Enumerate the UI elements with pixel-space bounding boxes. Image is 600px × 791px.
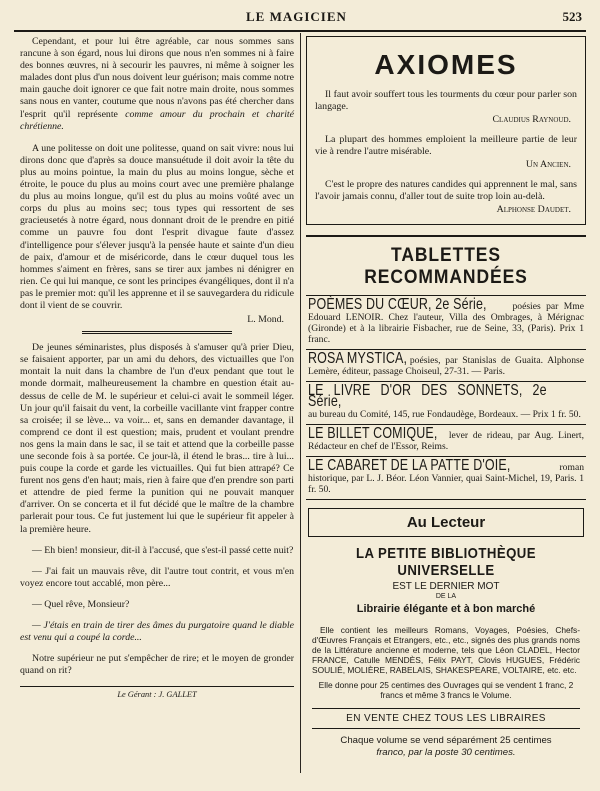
paragraph-3: De jeunes séminaristes, plus disposés à s'amuser qu'à prier Dieu, se faisaient apporter, par un ami du dehors, des victuailles que l'on montait la nuit dans la chambre de l'un d'eux pendant que tout le monde dormait, malheureusement la chambre en question était au-dessus de celle de M. le supérieur et celui-ci avait le sommeil léger. Un jour qu'il faisait du vent, la corbeille vacillante vint frapper contre sa croisée; il se lève... va voir... et, sans en demander davantage, il comprend ce dont il est question; mais, prudent et voulant prendre nos gens la main dans le sac, il se tait et attend que la corbeille passe une seconde fois à sa portée. Ce jour-là, il étend le bras... tire à lui... puis coupe la corde et garde les victuailles. Qui fut bien attrapé? Ce furent nos gens d'en haut; mais, rien à faire que d'en prendre son parti et attendre de pied ferme la punition qui ne pouvait manquer d'arriver. On se concerta et il fut décidé que le maître de la chambre parlerait pour tous. Ce fut justement lui que le supérieur fit appeler à la première heure. (20, 342, 294, 535)
de-la-line: DE LA (435, 593, 457, 600)
entry-text: poésies par Mme Edouard LENOIR. Chez l'auteur, Villa des Ombrages, à Mérignac (Gironde) et à la librairie Fisbacher, rue de Seine, 33, (Paris). Prix 1 franc. (308, 301, 584, 345)
entry-text: poésies, par Stanislas de Guaita. Alphonse Lemère, éditeur, passage Choiseul, 27-31. — Paris. (308, 355, 584, 377)
axiom-author: Claudius Raynoud. (492, 114, 571, 125)
page-header (14, 9, 586, 27)
entry-title: LE BILLET COMIQUE, (308, 425, 438, 442)
est-line: EST LE DERNIER MOT (392, 581, 500, 592)
entry-title: LE CABARET DE LA PATTE D'OIE, (308, 457, 511, 474)
entry-title: POÈMES DU CŒUR, 2e Série, (308, 296, 487, 313)
signature: L. Mond. (247, 314, 284, 326)
paragraph-4: Notre supérieur ne put s'empêcher de rire; et le moyen de gronder quand on rit? (20, 653, 294, 677)
axiom-1 (315, 89, 577, 126)
entry-title: LE LIVRE D'OR DES SONNETS, 2e Série, (308, 382, 547, 410)
right-column (306, 36, 586, 759)
bibliotheque-title: LA PETITE BIBLIOTHÈQUE UNIVERSELLE (355, 545, 537, 579)
list-item (306, 382, 586, 425)
description-1: Elle contient les meilleurs Romans, Voyages, Poésies, Chefs-d'Œuvres Français et Etrangers, etc., etc., signés des plus grands noms de la Littérature ancienne et moderne, tels que Léon CLADEL, Hector FRANCE, Catulle MENDÈS, Félix PAYT, Clovis HUGUES, Frédéric SOULIÉ, MOLIÈRE, RABELAIS, SHAKESPEARE, VOLTAIRE, etc. etc. (312, 625, 580, 675)
article-separator (82, 331, 232, 334)
axiomes-box (306, 36, 586, 225)
dialogue-line-2: — J'ai fait un mauvais rêve, dit l'autre tout contrit, et vous m'en voyez encore tout accablé, mon père... (20, 565, 294, 589)
paragraph-1 (20, 36, 294, 133)
journal-title: LE MAGICIEN (246, 9, 347, 24)
tablettes-list (306, 295, 586, 500)
axiom-author: Un Ancien. (525, 159, 571, 170)
list-item (306, 350, 586, 382)
list-item (306, 425, 586, 457)
librairie-line: Librairie élégante et à bon marché (356, 603, 536, 615)
dialogue (20, 545, 294, 678)
list-item (306, 457, 586, 500)
section-rule (306, 235, 586, 237)
list-item (306, 296, 586, 350)
dialogue-line-4: — J'étais en train de tirer des âmes du purgatoire quand le diable est venu qui a coupé la corde... (20, 620, 294, 644)
en-vente-line: EN VENTE CHEZ TOUS LES LIBRAIRES (312, 708, 580, 729)
entry-text: au bureau du Comité, 145, rue Fondaudège, Bordeaux. — Prix 1 fr. 50. (308, 409, 581, 420)
price-line-2: franco, par la poste 30 centimes. (376, 747, 516, 758)
paragraph-1-italic: comme amour du prochain et charité chrétienne. (20, 108, 294, 132)
entry-title: ROSA MYSTICA, (308, 350, 408, 367)
paragraph-1-text: Cependant, et pour lui être agréable, car nous sommes sans rancune à son égard, nous lui dirons que nous n'en sommes ni à faire des bonnes œuvres, ni à secourir les pauvres, ni même à soigner les malades dont plus d'un nous doivent leur guérison; mais comme notre main gauche doit ignorer ce que fait notre main droite, nous sommes sans nous en vanter, coutume que nous n'avons pas été chercher dans l'esprit qu'il représente (20, 36, 294, 120)
header-rule (14, 30, 586, 32)
axiom-author: Alphonse Daudet. (496, 204, 571, 215)
axiom-2 (315, 134, 577, 171)
au-lecteur-heading: Au Lecteur (308, 508, 584, 537)
left-column (20, 36, 294, 702)
dialogue-line-1: — Eh bien! monsieur, dit-il à l'accusé, que s'est-il passé cette nuit? (32, 544, 294, 556)
gerant-line: Le Gérant : J. GALLET (20, 686, 294, 701)
column-divider (300, 33, 301, 773)
description-2: Elle donne pour 25 centimes des Ouvrages qui se vendent 1 franc, 2 francs et même 3 francs le Volume. (318, 680, 574, 700)
dialogue-line-3: — Quel rêve, Monsieur? (32, 598, 130, 610)
axiom-3 (315, 179, 577, 216)
page-number: 523 (562, 9, 582, 24)
paragraph-2: A une politesse on doit une politesse, quand on sait vivre: nous lui dirons donc que d'après sa douce mansuétude il doit avoir la tête du plus au moins pointue, la main du plus au moins longue, sèche et étroite, le pouce du plus au moins court avec une première phalange du plus au moins longue, qu'il est du plus au moins voûté avec un corps du plus au moins sec; tous types qui ressortent de ses gracieusetés à notre égard, nous donnant droit de le prendre en pitié comme un pauvre fou dont l'esprit divague faute d'assez d'intelligence pour s'élever jusqu'à la pensée haute et sainte d'un dieu de paix, d'amour et de miséricorde, dans le cœur duquel tous les hommes s'aiment en frères, sans se tirer aux jambes ni dénigrer en rien. Ce qui lui manque, ce sont les principes évangéliques, dont il n'a pas le premier mot: qu'il les apprenne et il se sauvegardera du ridicule dont il vient de se couvrir. (20, 142, 294, 311)
axiom-text: Il faut avoir souffert tous les tourments du cœur pour parler son langage. (315, 89, 577, 112)
axiom-text: La plupart des hommes emploient la meilleure partie de leur vie à rendre l'autre misérable. (315, 134, 577, 157)
entry-text: lever de rideau, par Aug. Linert, Rédacteur en chef de l'Essor, Reims. (308, 430, 584, 452)
axiomes-title: AXIOMES (374, 49, 518, 80)
price-line-1: Chaque volume se vend séparément 25 centimes (340, 735, 552, 746)
entry-text: roman historique, par L. J. Béor. Léon Vannier, quai Saint-Michel, 19, Paris. 1 fr. 50. (308, 462, 584, 495)
axiom-text: C'est le propre des natures candides qui apprennent le mal, sans l'avoir jamais connu, d'aller tout de suite trop loin au-delà. (315, 179, 577, 202)
tablettes-title: TABLETTES RECOMMANDÉES (364, 245, 528, 288)
